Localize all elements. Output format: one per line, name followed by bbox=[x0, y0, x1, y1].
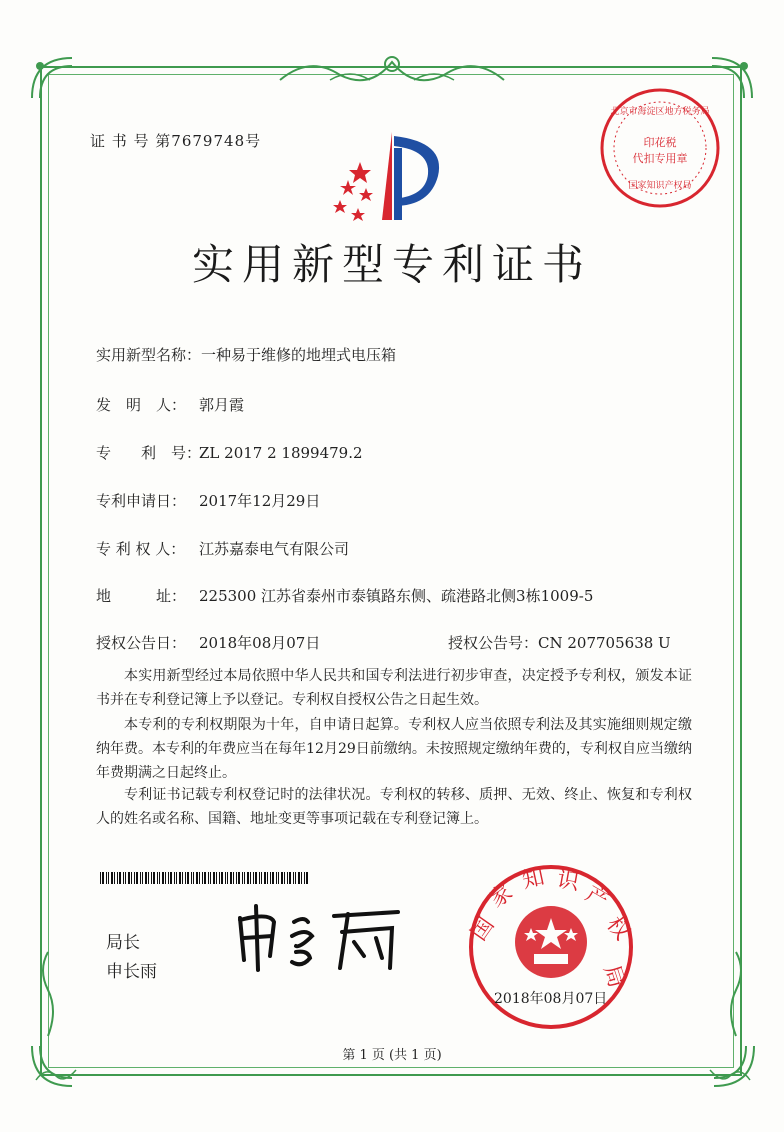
field-label: 授权公告日： bbox=[96, 634, 187, 652]
grant-date-row bbox=[96, 632, 320, 653]
field-label: 专利申请日： bbox=[96, 492, 187, 510]
field-label: 专 利 号： bbox=[96, 444, 202, 462]
certificate-title: 实用新型专利证书 bbox=[191, 240, 592, 289]
field-label: 实用新型名称： bbox=[96, 346, 202, 364]
svg-text:局: 局 bbox=[598, 962, 629, 991]
svg-text:家: 家 bbox=[485, 879, 518, 913]
certificate-number: 证 书 号 第7679748号 bbox=[90, 132, 262, 150]
side-ornament-icon bbox=[36, 950, 60, 1040]
svg-text:权: 权 bbox=[601, 912, 635, 946]
svg-text:国家知识产权局: 国家知识产权局 bbox=[628, 181, 692, 191]
corner-ornament-icon bbox=[26, 52, 78, 104]
cnipa-emblem-icon bbox=[330, 128, 450, 228]
invention-name: 一种易于维修的地埋式电压箱 bbox=[201, 346, 397, 364]
side-ornament-icon bbox=[724, 950, 748, 1040]
handwritten-signature bbox=[230, 898, 410, 978]
svg-text:北京市海淀区地方税务局: 北京市海淀区地方税务局 bbox=[610, 107, 710, 117]
svg-text:产: 产 bbox=[581, 881, 613, 915]
patentee: 江苏嘉泰电气有限公司 bbox=[199, 540, 350, 558]
patent-number: ZL 2017 2 1899479.2 bbox=[199, 444, 363, 462]
patentee-row bbox=[96, 538, 349, 559]
address: 225300 江苏省泰州市泰镇路东侧、疏港路北侧3栋1009-5 bbox=[199, 587, 594, 605]
field-label: 发 明 人： bbox=[96, 396, 187, 414]
address-row bbox=[96, 585, 593, 606]
filing-date: 2017年12月29日 bbox=[199, 492, 321, 510]
svg-text:国: 国 bbox=[466, 913, 500, 946]
field-label: 授权公告号： bbox=[448, 634, 539, 652]
svg-text:代扣专用章: 代扣专用章 bbox=[632, 152, 688, 165]
field-label: 地 址： bbox=[96, 587, 187, 605]
director-title: 局长 bbox=[106, 933, 140, 953]
svg-text:知: 知 bbox=[520, 864, 547, 894]
grant-number: CN 207705638 U bbox=[538, 634, 671, 652]
patent-no-row bbox=[96, 442, 363, 463]
invention-name-row bbox=[96, 344, 396, 365]
barcode-icon bbox=[100, 872, 310, 884]
tax-stamp-icon bbox=[596, 84, 724, 212]
svg-text:识: 识 bbox=[554, 867, 581, 896]
paragraph: 专利证书记载专利权登记时的法律状况。专利权的转移、质押、无效、终止、恢复和专利权人的姓名或名称、国籍、地址变更等事项记载在专利登记簿上。 bbox=[96, 787, 692, 827]
director-name: 申长雨 bbox=[106, 962, 157, 982]
top-ornament-icon bbox=[270, 50, 514, 90]
grant-number-row bbox=[448, 632, 671, 653]
inventor: 郭月霞 bbox=[199, 396, 245, 414]
paragraph: 本实用新型经过本局依照中华人民共和国专利法进行初步审查，决定授予专利权，颁发本证书并在专利登记簿上予以登记。专利权自授权公告之日起生效。 bbox=[96, 668, 692, 708]
inventor-row bbox=[96, 394, 244, 415]
page-indicator: 第 1 页 (共 1 页) bbox=[342, 1048, 442, 1063]
paragraph: 本专利的专利权期限为十年，自申请日起算。专利权人应当依照专利法及其实施细则规定缴纳年费。本专利的年费应当在每年12月29日前缴纳。未按照规定缴纳年费的，专利权自应当缴纳年费期满之日起终止。 bbox=[96, 717, 692, 781]
svg-text:印花税: 印花税 bbox=[643, 136, 677, 149]
grant-date: 2018年08月07日 bbox=[199, 634, 321, 652]
seal-date: 2018年08月07日 bbox=[494, 991, 608, 1007]
filing-date-row bbox=[96, 490, 320, 511]
field-label: 专 利 权 人： bbox=[96, 540, 186, 558]
